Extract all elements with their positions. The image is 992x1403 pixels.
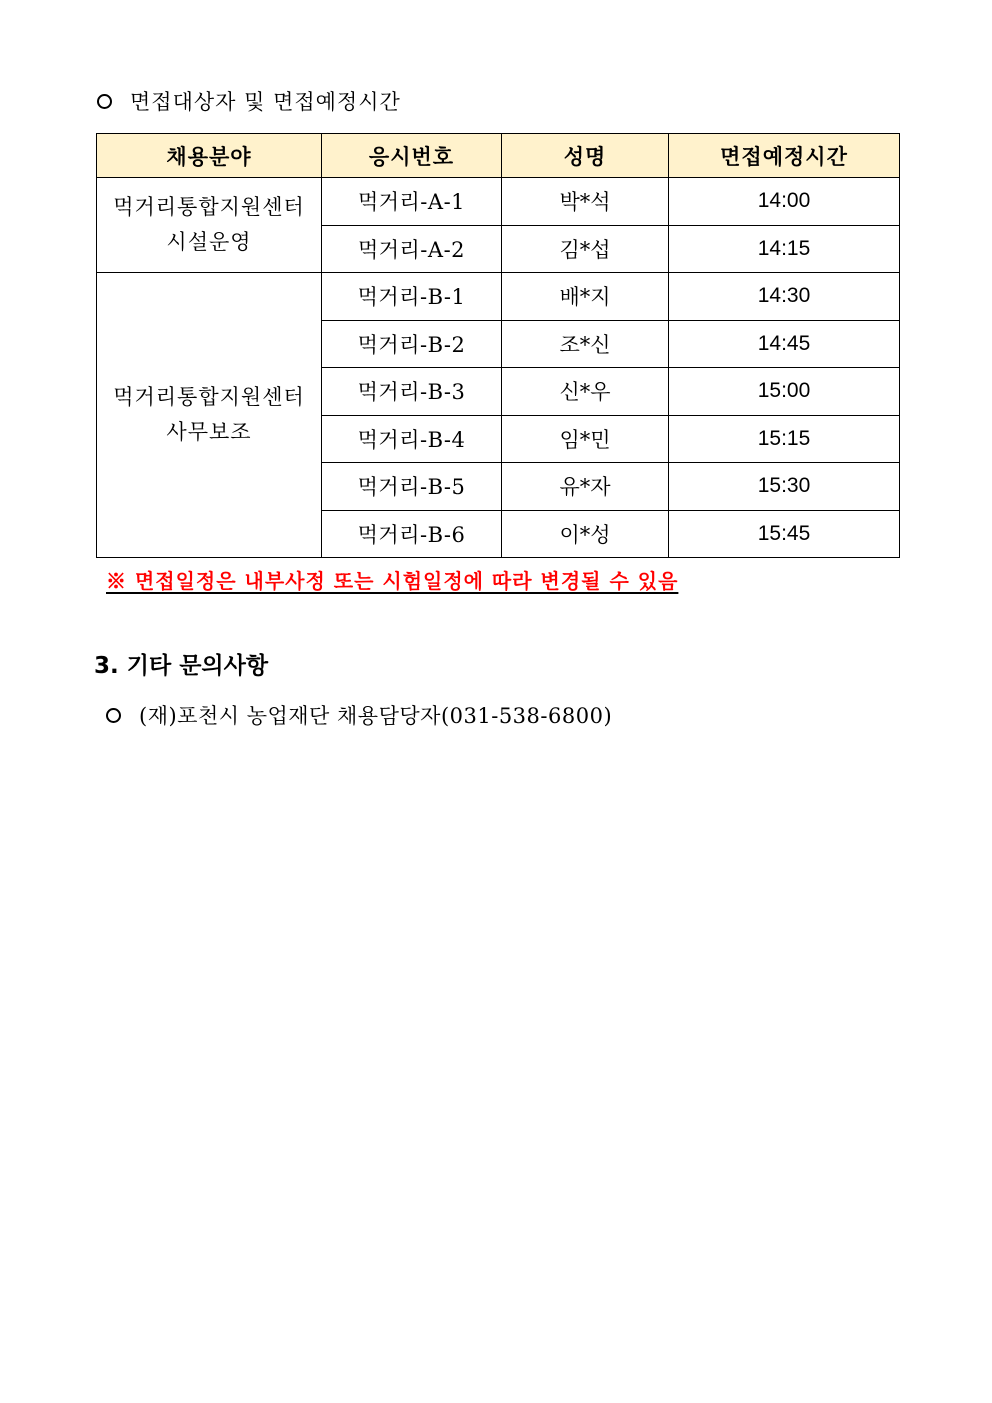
contact-line	[106, 700, 612, 730]
interview-time: 14:00	[669, 178, 900, 226]
circle-bullet-icon	[106, 708, 121, 723]
interview-subheading	[97, 86, 401, 116]
field-cell-facility	[97, 178, 322, 273]
schedule-change-notice: ※ 면접일정은 내부사정 또는 시험일정에 따라 변경될 수 있음	[106, 569, 679, 593]
contact-text: (재)포천시 농업재단 채용담당자(031-538-6800)	[139, 704, 613, 728]
applicant-name: 이*성	[502, 510, 669, 558]
interview-time: 15:00	[669, 368, 900, 416]
interview-time: 14:45	[669, 320, 900, 368]
applicant-number: 먹거리-B-3	[322, 368, 502, 416]
header-interview-time: 면접예정시간	[669, 134, 900, 178]
table-row	[97, 273, 900, 321]
applicant-name: 배*지	[502, 273, 669, 321]
applicant-name: 신*우	[502, 368, 669, 416]
applicant-number: 먹거리-B-2	[322, 320, 502, 368]
interview-subheading-text: 면접대상자 및 면접예정시간	[130, 90, 401, 114]
applicant-name: 박*석	[502, 178, 669, 226]
applicant-number: 먹거리-A-2	[322, 225, 502, 273]
field-line2: 시설운영	[166, 230, 252, 254]
field-line1: 먹거리통합지원센터	[113, 385, 305, 409]
applicant-number: 먹거리-B-4	[322, 415, 502, 463]
field-line2: 사무보조	[166, 420, 252, 444]
applicant-name: 김*섭	[502, 225, 669, 273]
circle-bullet-icon	[97, 94, 112, 109]
interview-time: 15:15	[669, 415, 900, 463]
applicant-name: 조*신	[502, 320, 669, 368]
section-title-other-inquiries: 3. 기타 문의사항	[94, 653, 269, 679]
applicant-name: 임*민	[502, 415, 669, 463]
header-name: 성명	[502, 134, 669, 178]
applicant-number: 먹거리-B-1	[322, 273, 502, 321]
applicant-number: 먹거리-A-1	[322, 178, 502, 226]
interview-time: 14:30	[669, 273, 900, 321]
applicant-number: 먹거리-B-6	[322, 510, 502, 558]
table-header-row	[97, 134, 900, 178]
interview-time: 15:30	[669, 463, 900, 511]
interview-time: 14:15	[669, 225, 900, 273]
header-field: 채용분야	[97, 134, 322, 178]
field-line1: 먹거리통합지원센터	[113, 195, 305, 219]
interview-time: 15:45	[669, 510, 900, 558]
header-applicant-number: 응시번호	[322, 134, 502, 178]
applicant-name: 유*자	[502, 463, 669, 511]
table-row	[97, 178, 900, 226]
interview-schedule-table	[96, 133, 900, 558]
applicant-number: 먹거리-B-5	[322, 463, 502, 511]
field-cell-office	[97, 273, 322, 558]
